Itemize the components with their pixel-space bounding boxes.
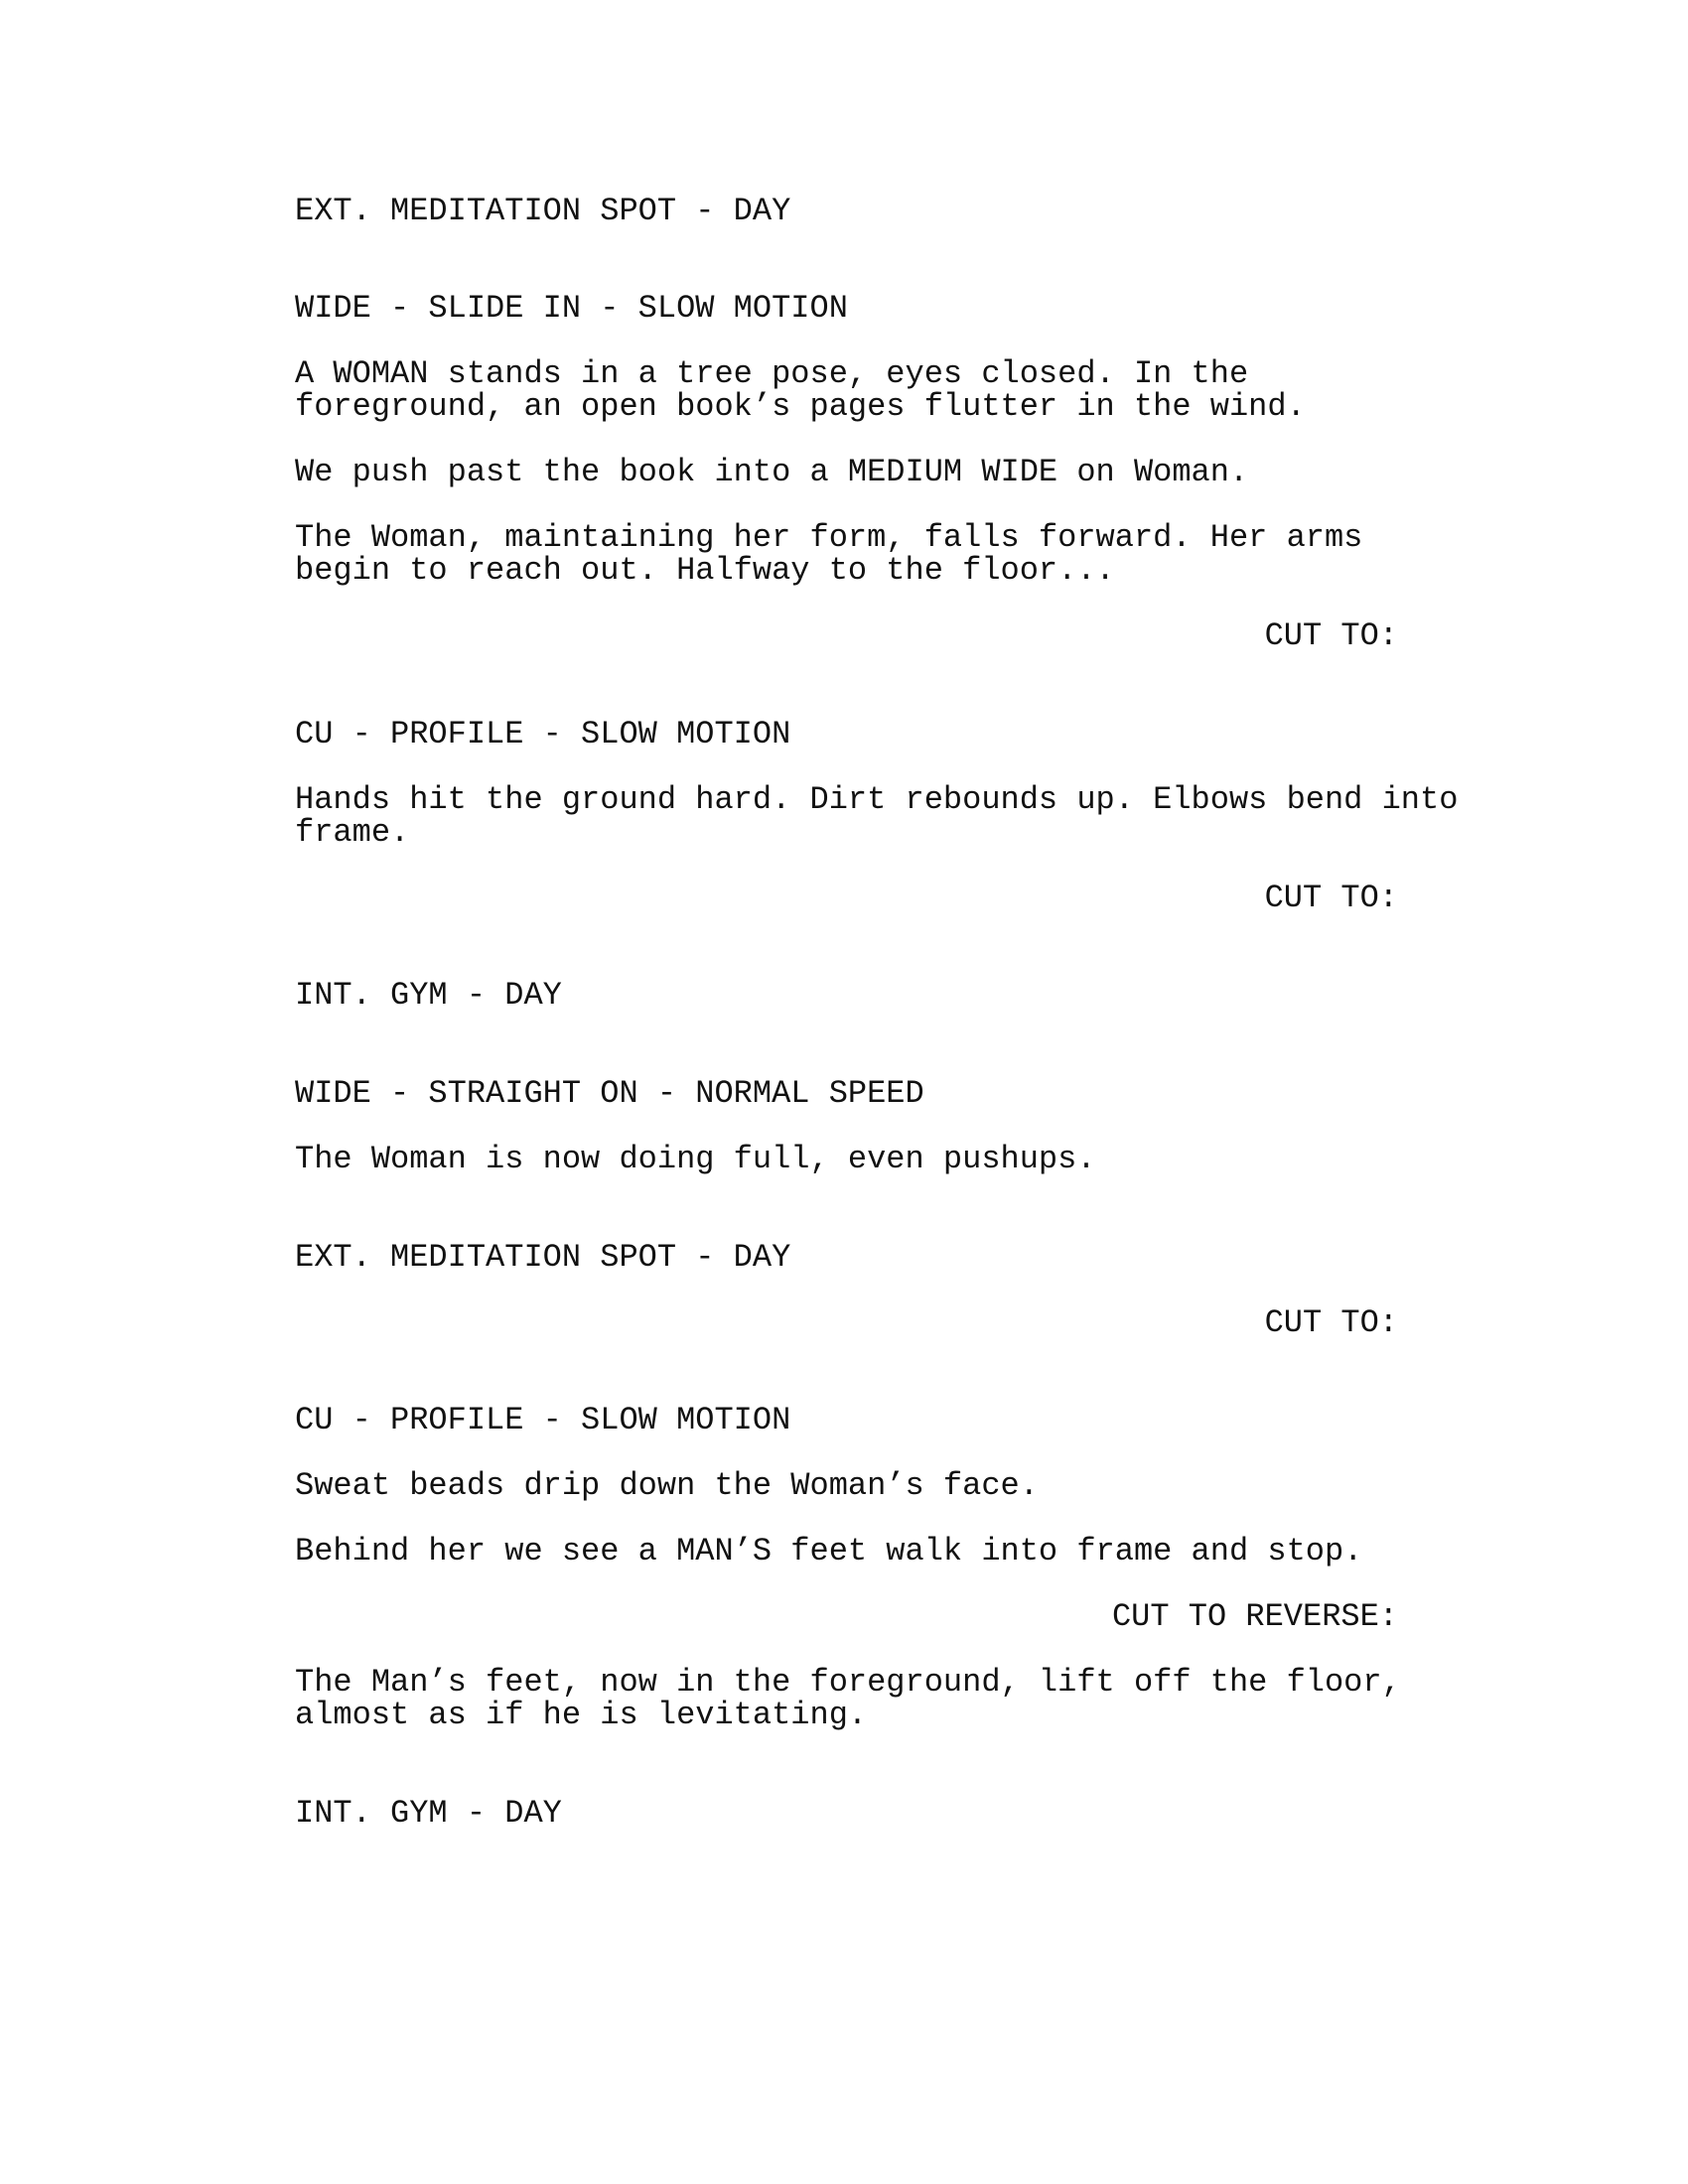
action-line: almost as if he is levitating. — [295, 1697, 868, 1733]
scene-heading: INT. GYM - DAY — [295, 1795, 562, 1832]
action-line: Hands hit the ground hard. Dirt rebounds up. Elbows bend into — [295, 781, 1459, 818]
transition: CUT TO: — [1264, 880, 1398, 916]
transition: CUT TO: — [1264, 617, 1398, 654]
shot-direction: WIDE - STRAIGHT ON - NORMAL SPEED — [295, 1075, 924, 1112]
action-line: The Man’s feet, now in the foreground, lift off the floor, — [295, 1664, 1401, 1701]
action-line: foreground, an open book’s pages flutter in the wind. — [295, 388, 1306, 425]
transition: CUT TO REVERSE: — [1111, 1598, 1398, 1635]
action-line: The Woman is now doing full, even pushups. — [295, 1141, 1096, 1177]
scene-heading: EXT. MEDITATION SPOT - DAY — [295, 193, 791, 229]
shot-direction: CU - PROFILE - SLOW MOTION — [295, 1402, 791, 1438]
action-line: A WOMAN stands in a tree pose, eyes closed. In the — [295, 355, 1249, 392]
shot-direction: WIDE - SLIDE IN - SLOW MOTION — [295, 290, 848, 327]
action-line: frame. — [295, 814, 410, 851]
action-line: We push past the book into a MEDIUM WIDE on Woman. — [295, 454, 1249, 490]
shot-direction: CU - PROFILE - SLOW MOTION — [295, 716, 791, 752]
scene-heading: EXT. MEDITATION SPOT - DAY — [295, 1239, 791, 1276]
scene-heading: INT. GYM - DAY — [295, 977, 562, 1014]
action-line: Sweat beads drip down the Woman’s face. — [295, 1467, 1039, 1504]
action-line: Behind her we see a MAN’S feet walk into frame and stop. — [295, 1533, 1363, 1570]
action-line: The Woman, maintaining her form, falls forward. Her arms — [295, 519, 1363, 556]
transition: CUT TO: — [1264, 1304, 1398, 1341]
action-line: begin to reach out. Halfway to the floor... — [295, 552, 1115, 589]
